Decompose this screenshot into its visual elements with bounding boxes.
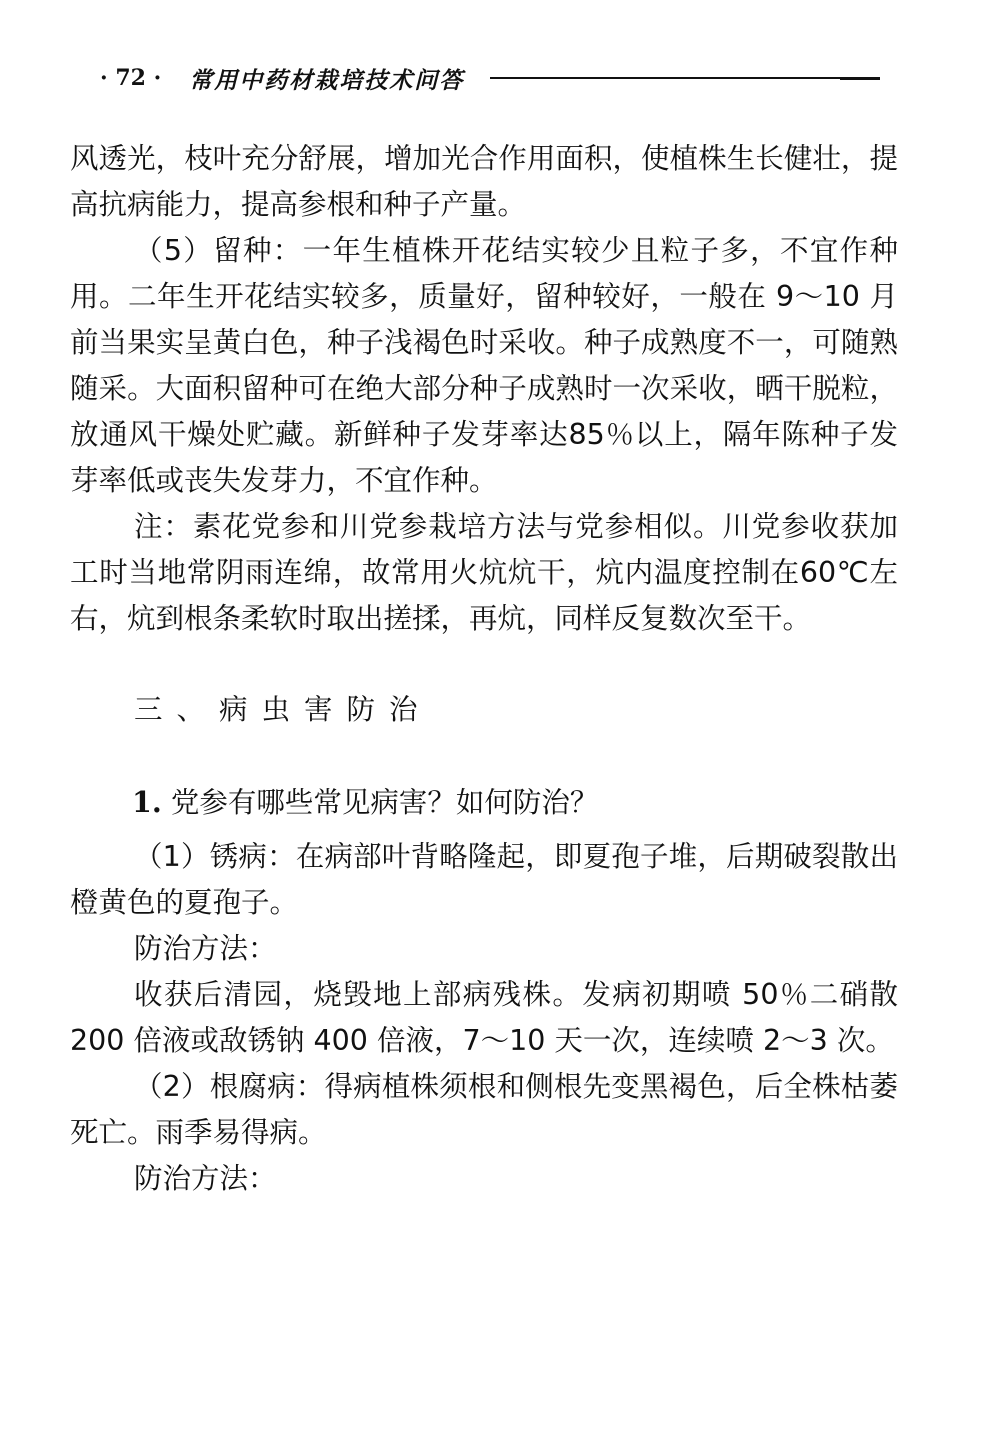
paragraph-continuation: 风透光，枝叶充分舒展，增加光合作用面积，使植株生长健壮，提高抗病能力，提高参根和种子产量。 xyxy=(70,142,898,221)
question-heading xyxy=(70,779,898,826)
paragraph-control-label-2: 防治方法： xyxy=(134,1162,277,1195)
paragraph-note: 注：素花党参和川党参栽培方法与党参相似。川党参收获加工时当地常阴雨连绵，故常用火炕炕干，炕内温度控制在60℃左右，炕到根条柔软时取出搓揉，再炕，同样反复数次至干。 xyxy=(70,510,898,635)
paragraph-root-rot: （2）根腐病：得病植株须根和侧根先变黑褐色，后全株枯萎死亡。雨季易得病。 xyxy=(70,1070,898,1149)
page-body xyxy=(70,136,898,1202)
header-rule xyxy=(490,77,880,79)
paragraph-rust-disease: （1）锈病：在病部叶背略隆起，即夏孢子堆，后期破裂散出橙黄色的夏孢子。 xyxy=(70,840,898,919)
paragraph-rust-control: 收获后清园，烧毁地上部病残株。发病初期喷 50％二硝散 200 倍液或敌锈钠 400 倍液，7～10 天一次，连续喷 2～3 次。 xyxy=(70,978,898,1057)
section-heading: 三、病虫害防治 xyxy=(134,693,432,726)
paragraph-control-label-1: 防治方法： xyxy=(134,932,277,965)
question-number: 1. xyxy=(132,785,162,819)
book-title: 常用中药材栽培技术问答 xyxy=(189,66,465,94)
paragraph-seed-saving: （5）留种：一年生植株开花结实较少且粒子多，不宜作种用。二年生开花结实较多，质量好，留种较好，一般在 9～10 月前当果实呈黄白色，种子浅褐色时采收。种子成熟度不一，可随熟随采。大面积留种可在绝大部分种子成熟时一次采收，晒干脱粒，放通风干燥处贮藏。新鲜种子发芽率达85％以上，隔年陈种子发芽率低或丧失发芽力，不宜作种。 xyxy=(70,234,898,497)
question-text: 党参有哪些常见病害？如何防治？ xyxy=(170,786,599,819)
page-number: · 72 · xyxy=(100,65,162,91)
running-header xyxy=(100,58,880,98)
